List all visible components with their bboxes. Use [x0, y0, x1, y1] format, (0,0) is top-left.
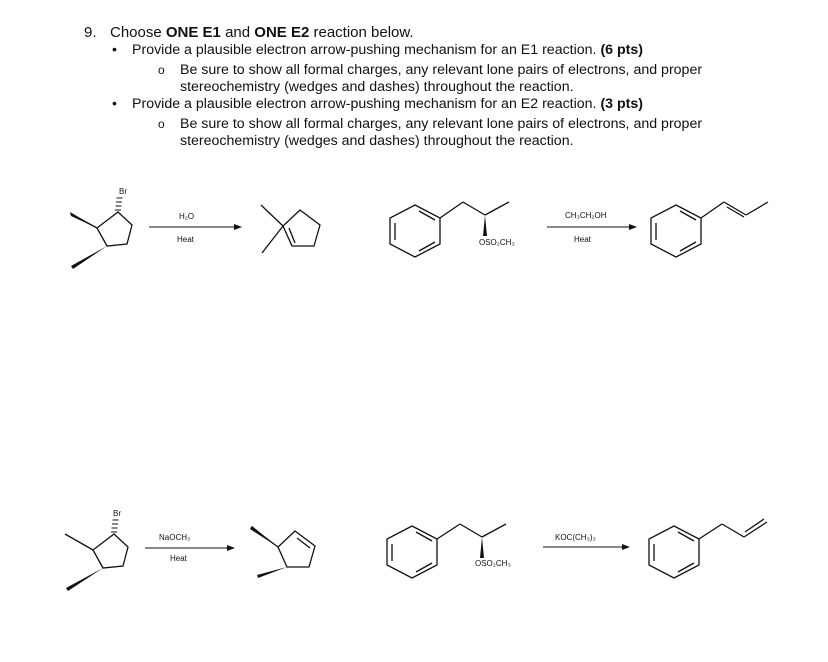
- question-number: 9.: [84, 24, 97, 41]
- e2-reactant-dash-bond: [111, 520, 119, 532]
- bullet-dot: •: [112, 42, 117, 58]
- e1-substituent-oso2ch3: OSO₂CH₃: [479, 238, 515, 247]
- e2-product-cyclopentene: [250, 526, 315, 578]
- e1-second-reagent-bottom: Heat: [574, 235, 591, 244]
- e1-reactant-dash-bond: [115, 198, 123, 210]
- sub-bullet-circle: o: [158, 117, 165, 131]
- e1-product-cyclopentene: [261, 205, 320, 253]
- sub-bullet-e2-line2: stereochemistry (wedges and dashes) throughout the reaction.: [180, 133, 574, 149]
- bullet-e1-text: Provide a plausible electron arrow-pushing mechanism for an E1 reaction.: [132, 42, 601, 58]
- bullet-dot: •: [112, 96, 117, 112]
- e2-reagent-bottom: Heat: [170, 554, 187, 563]
- sub-bullet-e2-line1: Be sure to show all formal charges, any relevant lone pairs of electrons, and proper: [180, 116, 703, 132]
- e1-reagent-bottom: Heat: [177, 235, 194, 244]
- sub-bullet-circle: o: [158, 63, 165, 77]
- bullet-e1-points: (6 pts): [600, 42, 643, 58]
- question-bold-e1: ONE E1: [165, 24, 221, 41]
- e2-substituent-oso2ch3: OSO₂CH₃: [475, 559, 511, 568]
- e1-substituent-br: Br: [119, 187, 127, 196]
- e2-reactant-benzene-ring: [387, 524, 506, 578]
- question-bold-e2: ONE E2: [254, 24, 310, 41]
- e2-product-allylbenzene: [649, 519, 767, 578]
- e2-reagent-top: NaOCH₃: [159, 533, 191, 542]
- sub-bullet-e1-line1: Be sure to show all formal charges, any relevant lone pairs of electrons, and proper: [180, 62, 703, 78]
- bullet-e2-text: Provide a plausible electron arrow-pushing mechanism for an E2 reaction.: [132, 96, 601, 112]
- question-mid: and: [220, 24, 255, 41]
- question-prefix: Choose: [110, 24, 166, 41]
- e1-reagent-top: H₂O: [179, 212, 195, 221]
- e2-reactant-cyclopentane: [65, 534, 128, 591]
- e2-second-reagent-top: KOC(CH₃)₃: [555, 533, 596, 542]
- e1-product-styrene-derivative: [651, 202, 768, 257]
- e1-second-reagent-top: CH₃CH₂OH: [565, 211, 607, 220]
- sub-bullet-e1-line2: stereochemistry (wedges and dashes) throughout the reaction.: [180, 79, 574, 95]
- question-suffix: reaction below.: [309, 24, 414, 41]
- e1-reactant-benzene-ring: [390, 202, 509, 257]
- bullet-e2-points: (3 pts): [600, 96, 643, 112]
- e1-reactant-cyclopentane: [70, 212, 132, 269]
- e2-substituent-br: Br: [113, 509, 121, 518]
